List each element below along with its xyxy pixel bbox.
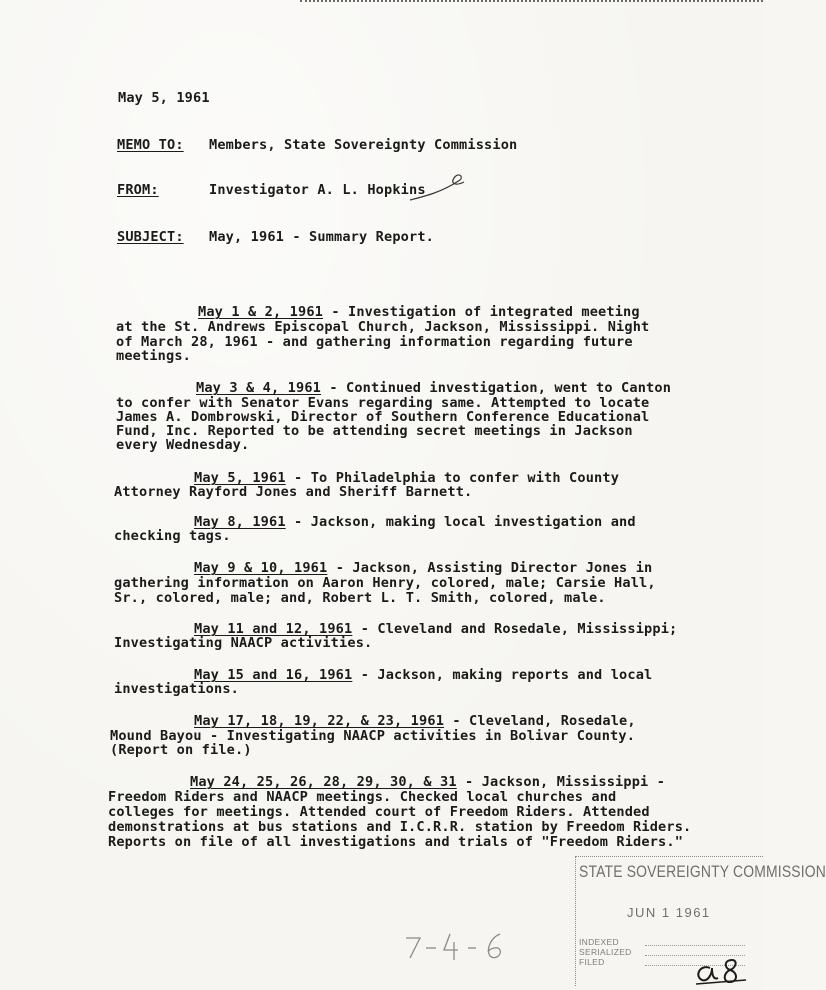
stamp-title: STATE SOVEREIGNTY COMMISSION xyxy=(579,862,826,881)
entry-line: of March 28, 1961 - and gathering information regarding future xyxy=(116,334,633,350)
top-border-rule xyxy=(300,0,763,6)
entry-text: - Jackson, Assisting Director Jones in xyxy=(327,560,653,576)
stamp-filed: FILED xyxy=(579,957,605,967)
memo-date: May 5, 1961 xyxy=(118,90,210,106)
subject-label: SUBJECT: xyxy=(117,229,184,245)
handwritten-initials xyxy=(690,950,750,990)
entry-date: May 3 & 4, 1961 xyxy=(196,380,322,396)
entry-text: - To Philadelphia to confer with County xyxy=(285,470,620,486)
stamp-date: JUN 1 1961 xyxy=(627,905,711,920)
entry-date: May 17, 18, 19, 22, & 23, 1961 xyxy=(194,713,445,729)
entry-first-line xyxy=(196,382,671,396)
entry-date: May 15 and 16, 1961 xyxy=(194,667,353,683)
entry-text: - Continued investigation, went to Canton xyxy=(321,380,672,396)
handwritten-check-mark xyxy=(408,170,468,204)
entry-text: - Jackson, making local investigation and xyxy=(285,514,636,530)
memo-to-label: MEMO TO: xyxy=(117,137,184,153)
entry-line: meetings. xyxy=(116,348,192,364)
entry-line: demonstrations at bus stations and I.C.R.R. station by Freedom Riders. xyxy=(108,819,692,835)
entry-date: May 9 & 10, 1961 xyxy=(194,560,328,576)
stamp-serialized: SERIALIZED xyxy=(579,947,632,957)
entry-date: May 11 and 12, 1961 xyxy=(194,621,353,637)
entry-line: Investigating NAACP activities. xyxy=(114,635,373,651)
entry-line: Reports on file of all investigations and trials of "Freedom Riders." xyxy=(108,834,684,850)
entry-text: - Cleveland, Rosedale, xyxy=(444,713,636,729)
entry-line: every Wednesday. xyxy=(116,437,250,453)
entry-date: May 24, 25, 26, 28, 29, 30, & 31 xyxy=(190,774,457,790)
entry-line: Sr., colored, male; and, Robert L. T. Smith, colored, male. xyxy=(114,590,606,606)
entry-text: - Cleveland and Rosedale, Mississippi; xyxy=(352,621,678,637)
stamp-indexed: INDEXED xyxy=(579,937,619,947)
entry-date: May 8, 1961 xyxy=(194,514,286,530)
entry-first-line xyxy=(194,516,636,530)
entry-line: gathering information on Aaron Henry, colored, male; Carsie Hall, xyxy=(114,575,656,591)
subject-value: May, 1961 - Summary Report. xyxy=(209,229,435,245)
entry-text: - Jackson, Mississippi - xyxy=(456,774,666,790)
entry-text: - Jackson, making reports and local xyxy=(352,667,653,683)
handwritten-file-number xyxy=(400,928,510,964)
from-value: Investigator A. L. Hopkins xyxy=(209,182,426,198)
entry-line: James A. Dombrowski, Director of Southern Conference Educational xyxy=(116,409,650,425)
stamp-border xyxy=(575,856,577,986)
entry-first-line xyxy=(194,562,652,576)
entry-line: checking tags. xyxy=(114,528,231,544)
entry-line: Mound Bayou - Investigating NAACP activities in Bolivar County. xyxy=(110,728,636,744)
entry-line: Fund, Inc. Reported to be attending secret meetings in Jackson xyxy=(116,423,633,439)
entry-first-line xyxy=(190,776,665,790)
entry-line: Freedom Riders and NAACP meetings. Checked local churches and xyxy=(108,789,617,805)
entry-first-line xyxy=(198,306,640,320)
entry-line: to confer with Senator Evans regarding same. Attempted to locate xyxy=(116,395,650,411)
entry-line: (Report on file.) xyxy=(110,742,252,758)
memo-to-value: Members, State Sovereignty Commission xyxy=(209,137,518,153)
entry-line: at the St. Andrews Episcopal Church, Jackson, Mississippi. Night xyxy=(116,319,650,335)
entry-text: - Investigation of integrated meeting xyxy=(323,304,640,320)
stamp-border xyxy=(575,856,763,858)
from-label: FROM: xyxy=(117,182,159,198)
entry-first-line xyxy=(194,715,636,729)
entry-date: May 5, 1961 xyxy=(194,470,286,486)
entry-line: colleges for meetings. Attended court of Freedom Riders. Attended xyxy=(108,804,650,820)
entry-line: Attorney Rayford Jones and Sheriff Barnett. xyxy=(114,484,473,500)
stamp-dotted-line xyxy=(645,945,745,947)
entry-line: investigations. xyxy=(114,681,240,697)
entry-date: May 1 & 2, 1961 xyxy=(198,304,324,320)
entry-first-line xyxy=(194,669,652,683)
